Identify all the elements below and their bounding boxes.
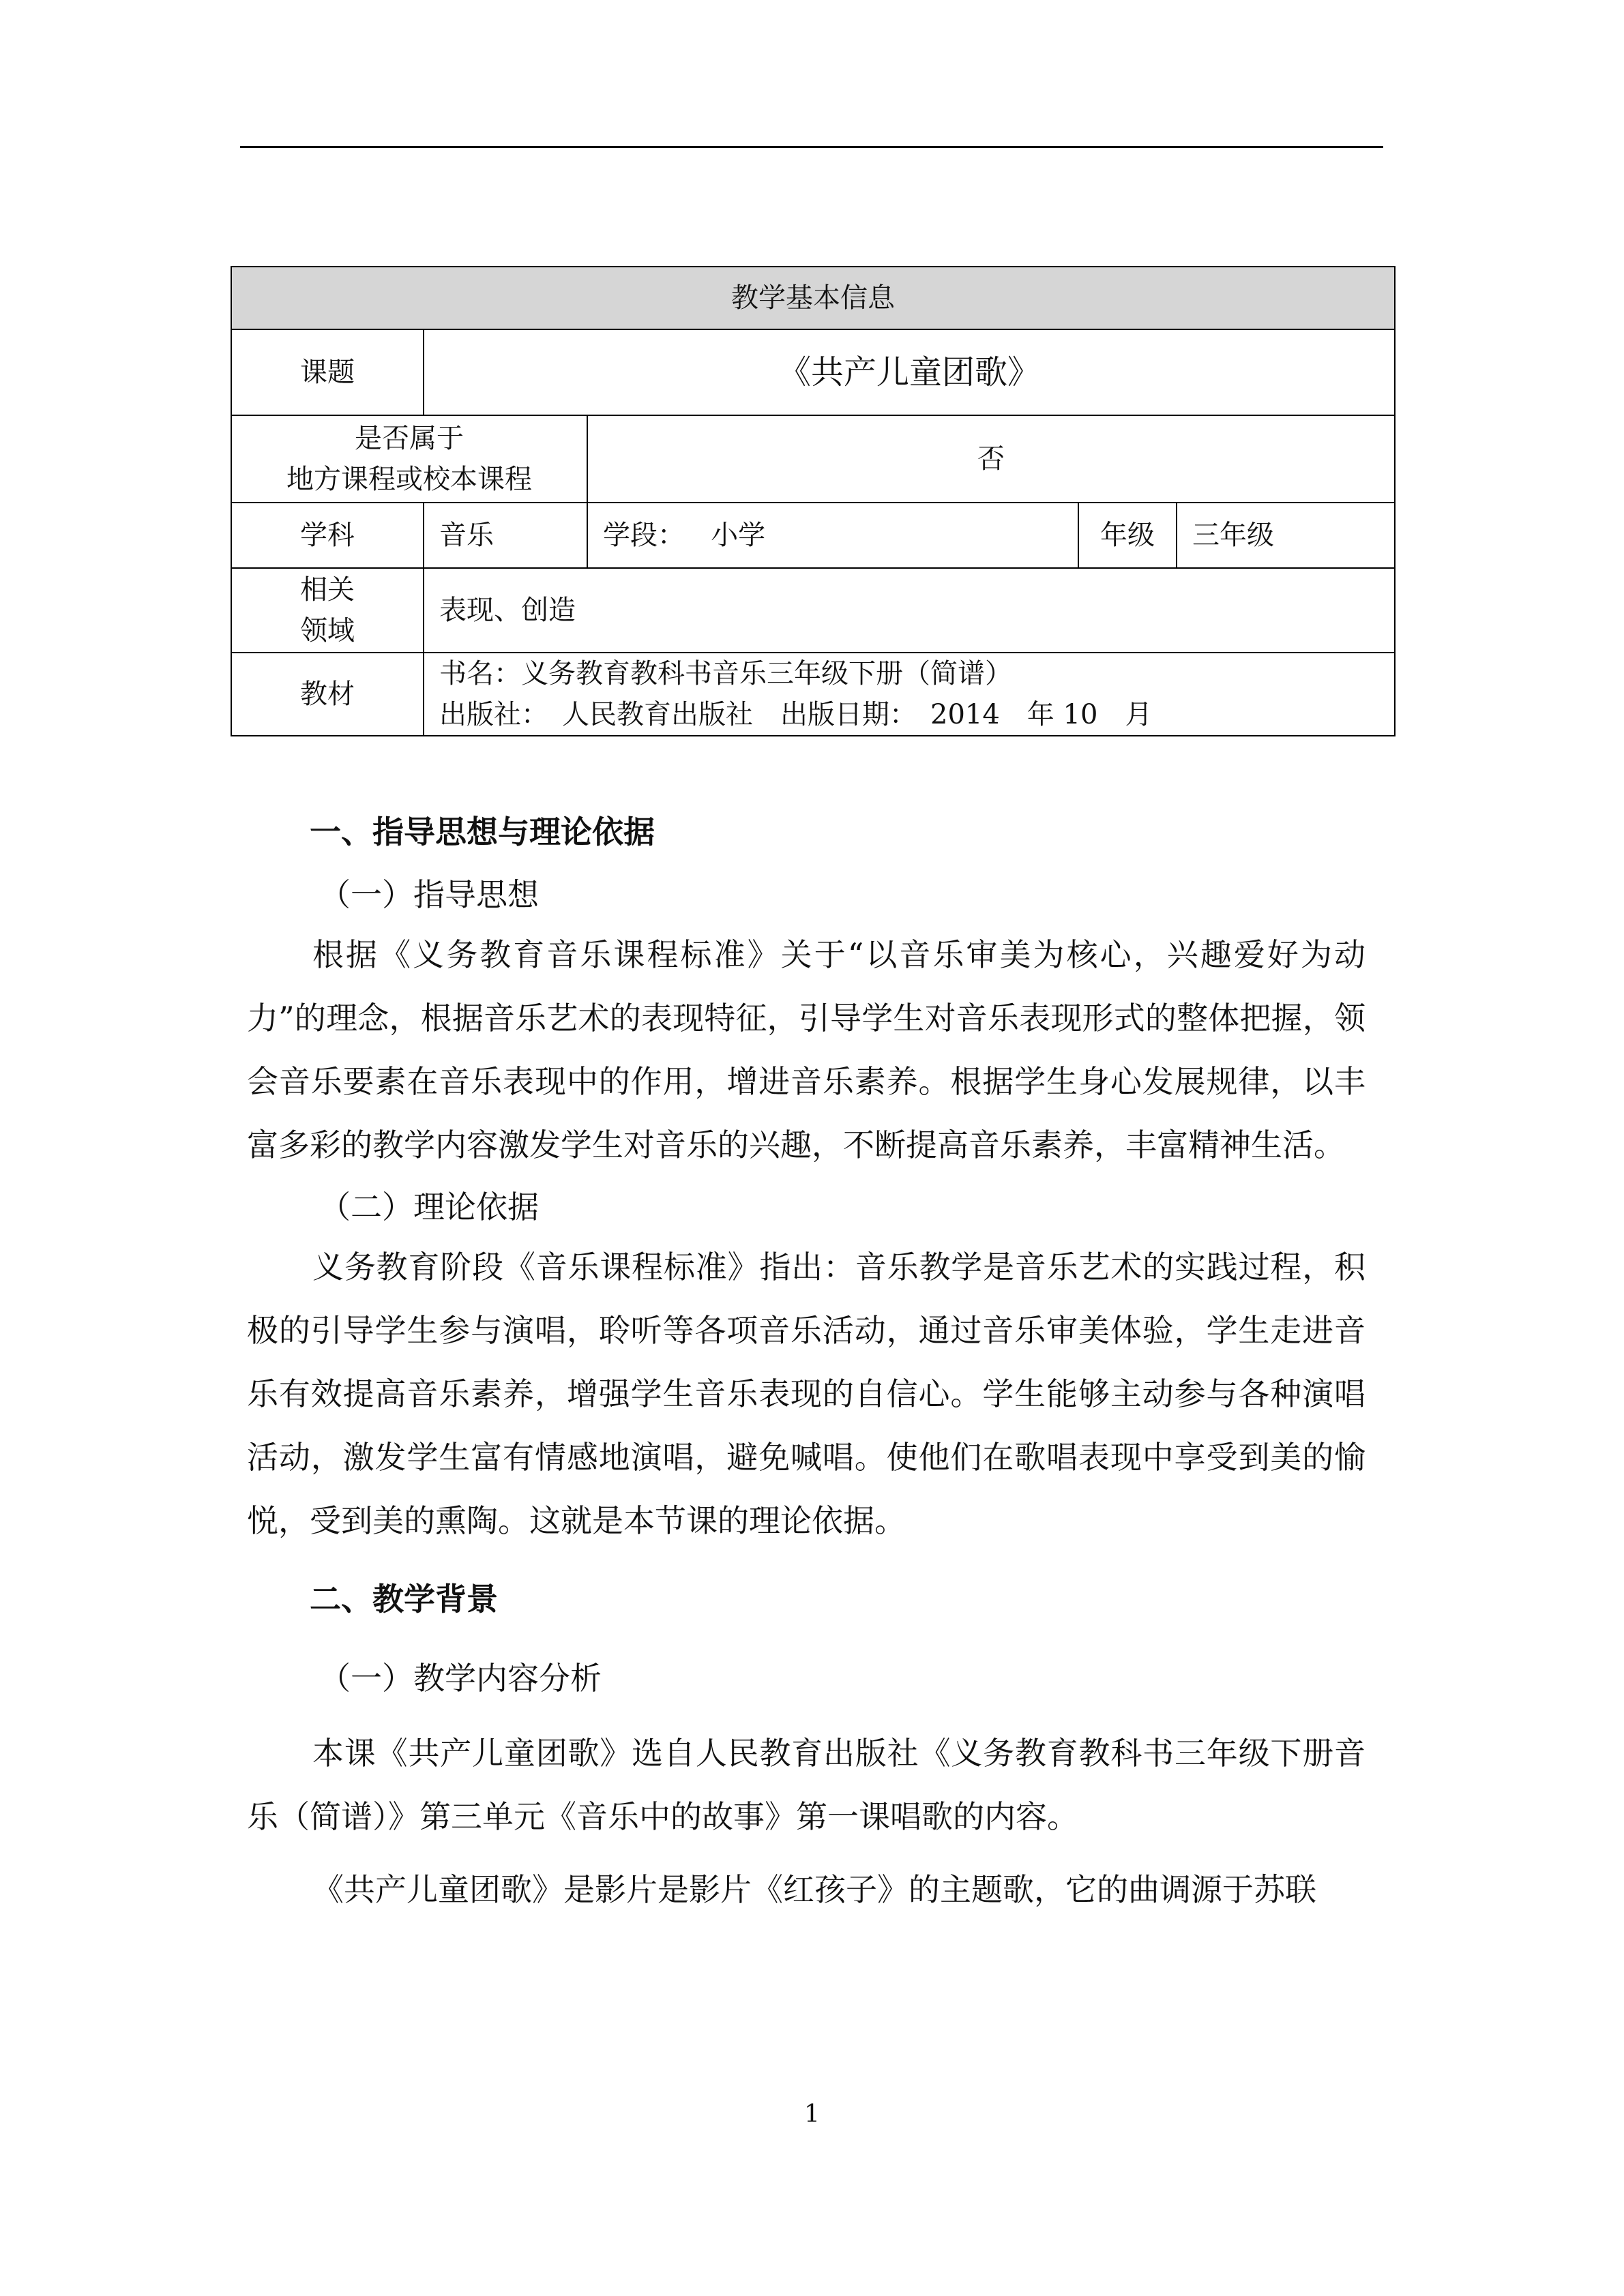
grade-value: 三年级: [1177, 503, 1395, 568]
grade-label: 年级: [1078, 503, 1177, 568]
local-course-label-line1: 是否属于: [355, 423, 464, 454]
title-label: 课题: [231, 329, 424, 415]
domain-label: [231, 568, 424, 653]
section-1-1-paragraph: 根据《义务教育音乐课程标准》关于“以音乐审美为核心，兴趣爱好为动力”的理念，根据音乐艺术的表现特征，引导学生对音乐表现形式的整体把握，领会音乐要素在音乐表现中的作用，增进音乐素养。根据学生身心发展规律，以丰富多彩的教学内容激发学生对音乐的兴趣，不断提高音乐素养，丰富精神生活。: [247, 936, 1365, 1163]
subject-value: 音乐: [424, 503, 587, 568]
section-1-2-heading: （二）理论依据: [319, 1189, 539, 1225]
local-course-value: 否: [587, 415, 1395, 503]
subject-label: 学科: [231, 503, 424, 568]
material-book-line: 书名：义务教育教科书音乐三年级下册（简谱）: [439, 658, 1012, 689]
section-1-heading: 一、指导思想与理论依据: [310, 814, 655, 850]
local-course-label-line2: 地方课程或校本课程: [286, 464, 532, 495]
document-body: [247, 811, 1365, 1922]
material-publisher-line: 出版社： 人民教育出版社 出版日期： 2014 年 10 月: [439, 699, 1153, 730]
section-1-1-heading: （一）指导思想: [319, 876, 539, 913]
domain-label-line1: 相关: [300, 574, 355, 606]
basic-info-table: [231, 266, 1396, 736]
title-value: 《共产儿童团歌》: [424, 329, 1395, 415]
section-2-1-paragraph-a: 本课《共产儿童团歌》选自人民教育出版社《义务教育教科书三年级下册音乐（简谱）》第三单元《音乐中的故事》第一课唱歌的内容。: [247, 1735, 1365, 1835]
stage-value: 小学: [711, 520, 766, 551]
domain-value: 表现、创造: [424, 568, 1395, 653]
section-2-1-paragraph-b: 《共产儿童团歌》是影片是影片《红孩子》的主题歌，它的曲调源于苏联: [312, 1871, 1316, 1908]
header-rule: [240, 146, 1383, 148]
local-course-label: [231, 415, 587, 503]
section-2-heading: 二、教学背景: [310, 1581, 498, 1617]
material-value: [424, 653, 1395, 736]
stage-cell: [587, 503, 1078, 568]
material-label: 教材: [231, 653, 424, 736]
section-1-2-paragraph: 义务教育阶段《音乐课程标准》指出：音乐教学是音乐艺术的实践过程，积极的引导学生参与演唱，聆听等各项音乐活动，通过音乐审美体验，学生走进音乐有效提高音乐素养，增强学生音乐表现的自信心。学生能够主动参与各种演唱活动，激发学生富有情感地演唱，避免喊唱。使他们在歌唱表现中享受到美的愉悦，受到美的熏陶。这就是本节课的理论依据。: [247, 1249, 1365, 1539]
page-number: 1: [804, 2100, 820, 2128]
domain-label-line2: 领域: [300, 615, 355, 646]
stage-label: 学段：: [603, 520, 685, 551]
section-2-1-heading: （一）教学内容分析: [319, 1660, 602, 1697]
table-header: 教学基本信息: [231, 267, 1395, 329]
